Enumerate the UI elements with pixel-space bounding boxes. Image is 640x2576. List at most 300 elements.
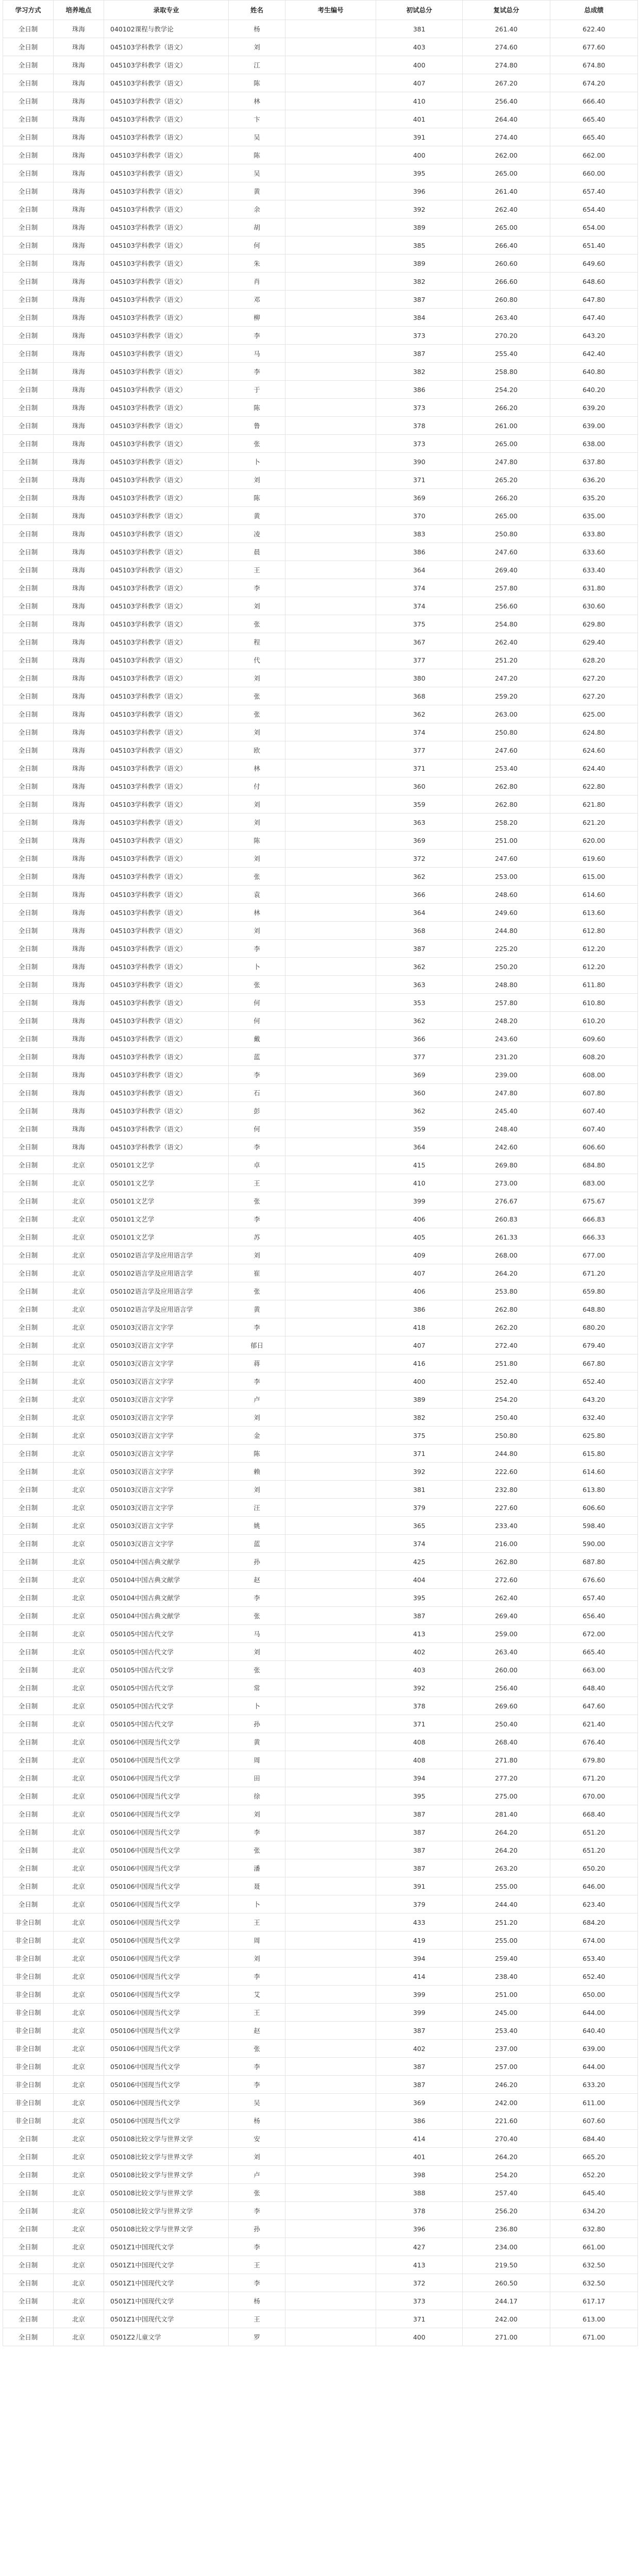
cell-initial-score: 407 (376, 1336, 463, 1354)
cell-retest-score: 233.40 (463, 1517, 550, 1535)
cell-candidate-id (285, 1481, 376, 1499)
cell-total-score: 635.00 (550, 507, 638, 525)
cell-retest-score: 261.00 (463, 417, 550, 435)
cell-location: 北京 (54, 1228, 104, 1246)
cell-major: 050106中国现当代文学 (104, 2094, 229, 2112)
cell-initial-score: 372 (376, 850, 463, 868)
cell-name: 陈 (229, 74, 285, 92)
table-row (3, 976, 638, 994)
cell-retest-score: 250.80 (463, 723, 550, 741)
table-row (3, 633, 638, 651)
cell-major: 045103学科教学（语文） (104, 74, 229, 92)
cell-name: 蒋 (229, 1354, 285, 1372)
cell-major: 050103汉语言文字学 (104, 1535, 229, 1553)
cell-total-score: 610.80 (550, 994, 638, 1012)
cell-initial-score: 382 (376, 363, 463, 381)
cell-total-score: 645.40 (550, 2184, 638, 2202)
cell-major: 045103学科教学（语文） (104, 1030, 229, 1048)
cell-candidate-id (285, 1409, 376, 1427)
cell-name: 王 (229, 2256, 285, 2274)
cell-candidate-id (285, 1336, 376, 1354)
cell-retest-score: 258.20 (463, 814, 550, 832)
cell-retest-score: 266.20 (463, 399, 550, 417)
cell-initial-score: 408 (376, 1733, 463, 1751)
cell-name: 李 (229, 1823, 285, 1841)
table-row (3, 200, 638, 218)
cell-study-mode: 全日制 (3, 471, 54, 489)
cell-name: 聂 (229, 1877, 285, 1895)
cell-retest-score: 231.20 (463, 1048, 550, 1066)
table-row (3, 417, 638, 435)
table-row (3, 2256, 638, 2274)
cell-initial-score: 389 (376, 1391, 463, 1409)
cell-location: 珠海 (54, 363, 104, 381)
cell-retest-score: 237.00 (463, 2040, 550, 2058)
cell-total-score: 629.40 (550, 633, 638, 651)
cell-location: 北京 (54, 1300, 104, 1318)
cell-total-score: 632.40 (550, 1409, 638, 1427)
cell-initial-score: 395 (376, 164, 463, 182)
cell-study-mode: 全日制 (3, 2148, 54, 2166)
cell-candidate-id (285, 471, 376, 489)
cell-total-score: 633.40 (550, 561, 638, 579)
cell-location: 珠海 (54, 110, 104, 128)
cell-name: 李 (229, 1372, 285, 1391)
cell-study-mode: 全日制 (3, 1463, 54, 1481)
cell-candidate-id (285, 1228, 376, 1246)
cell-retest-score: 253.00 (463, 868, 550, 886)
table-row (3, 561, 638, 579)
cell-retest-score: 268.40 (463, 1733, 550, 1751)
cell-retest-score: 247.60 (463, 850, 550, 868)
cell-candidate-id (285, 1318, 376, 1336)
cell-retest-score: 221.60 (463, 2112, 550, 2130)
table-row (3, 1625, 638, 1643)
cell-total-score: 667.80 (550, 1354, 638, 1372)
cell-major: 045103学科教学（语文） (104, 994, 229, 1012)
table-row (3, 236, 638, 255)
cell-retest-score: 216.00 (463, 1535, 550, 1553)
cell-study-mode: 非全日制 (3, 2040, 54, 2058)
cell-location: 北京 (54, 2220, 104, 2238)
cell-location: 北京 (54, 1823, 104, 1841)
cell-candidate-id (285, 1354, 376, 1372)
cell-major: 045103学科教学（语文） (104, 579, 229, 597)
cell-location: 北京 (54, 2256, 104, 2274)
cell-name: 吴 (229, 128, 285, 146)
cell-total-score: 606.60 (550, 1499, 638, 1517)
cell-study-mode: 全日制 (3, 435, 54, 453)
cell-major: 050103汉语言文字学 (104, 1481, 229, 1499)
cell-total-score: 653.40 (550, 1950, 638, 1968)
cell-study-mode: 全日制 (3, 2238, 54, 2256)
table-row (3, 1643, 638, 1661)
cell-retest-score: 249.60 (463, 904, 550, 922)
cell-name: 常 (229, 1679, 285, 1697)
cell-total-score: 652.40 (550, 1372, 638, 1391)
cell-initial-score: 373 (376, 435, 463, 453)
table-row (3, 994, 638, 1012)
cell-location: 珠海 (54, 1120, 104, 1138)
cell-major: 050103汉语言文字学 (104, 1517, 229, 1535)
table-row (3, 832, 638, 850)
table-row (3, 759, 638, 777)
cell-retest-score: 265.20 (463, 471, 550, 489)
cell-retest-score: 269.60 (463, 1697, 550, 1715)
cell-total-score: 607.60 (550, 2112, 638, 2130)
cell-study-mode: 全日制 (3, 543, 54, 561)
cell-major: 050103汉语言文字学 (104, 1427, 229, 1445)
cell-initial-score: 374 (376, 579, 463, 597)
table-row (3, 1264, 638, 1282)
cell-total-score: 633.20 (550, 2076, 638, 2094)
cell-major: 050106中国现当代文学 (104, 1769, 229, 1787)
cell-retest-score: 255.40 (463, 345, 550, 363)
cell-major: 050104中国古典文献学 (104, 1571, 229, 1589)
cell-candidate-id (285, 1950, 376, 1968)
cell-location: 珠海 (54, 489, 104, 507)
cell-candidate-id (285, 1517, 376, 1535)
cell-study-mode: 全日制 (3, 2292, 54, 2310)
cell-candidate-id (285, 543, 376, 561)
cell-name: 卞 (229, 110, 285, 128)
cell-major: 045103学科教学（语文） (104, 832, 229, 850)
cell-name: 吴 (229, 2094, 285, 2112)
cell-study-mode: 全日制 (3, 2166, 54, 2184)
cell-initial-score: 416 (376, 1354, 463, 1372)
cell-total-score: 663.00 (550, 1661, 638, 1679)
cell-name: 赵 (229, 1571, 285, 1589)
cell-location: 北京 (54, 1679, 104, 1697)
cell-initial-score: 368 (376, 687, 463, 705)
cell-name: 刘 (229, 1805, 285, 1823)
cell-retest-score: 260.50 (463, 2274, 550, 2292)
cell-retest-score: 262.40 (463, 633, 550, 651)
cell-retest-score: 250.20 (463, 958, 550, 976)
cell-candidate-id (285, 1715, 376, 1733)
cell-candidate-id (285, 669, 376, 687)
cell-major: 045103学科教学（语文） (104, 687, 229, 705)
cell-total-score: 620.00 (550, 832, 638, 850)
cell-location: 北京 (54, 2076, 104, 2094)
cell-name: 林 (229, 759, 285, 777)
cell-major: 050108比较文学与世界文学 (104, 2220, 229, 2238)
table-row (3, 1859, 638, 1877)
cell-location: 北京 (54, 2238, 104, 2256)
cell-total-score: 613.80 (550, 1481, 638, 1499)
cell-candidate-id (285, 273, 376, 291)
cell-major: 050104中国古典文献学 (104, 1607, 229, 1625)
table-row (3, 1228, 638, 1246)
table-row (3, 2022, 638, 2040)
cell-name: 晨 (229, 543, 285, 561)
cell-total-score: 647.80 (550, 291, 638, 309)
cell-initial-score: 387 (376, 345, 463, 363)
cell-total-score: 684.40 (550, 2130, 638, 2148)
cell-retest-score: 247.60 (463, 543, 550, 561)
table-row (3, 958, 638, 976)
cell-major: 050103汉语言文字学 (104, 1354, 229, 1372)
cell-total-score: 684.20 (550, 1913, 638, 1931)
cell-name: 黄 (229, 1733, 285, 1751)
cell-study-mode: 全日制 (3, 1607, 54, 1625)
cell-name: 卜 (229, 1895, 285, 1913)
table-row (3, 651, 638, 669)
cell-retest-score: 254.80 (463, 615, 550, 633)
cell-location: 北京 (54, 1895, 104, 1913)
cell-initial-score: 391 (376, 128, 463, 146)
col-major: 录取专业 (104, 1, 229, 20)
cell-retest-score: 225.20 (463, 940, 550, 958)
cell-study-mode: 全日制 (3, 291, 54, 309)
cell-total-score: 622.40 (550, 20, 638, 38)
cell-total-score: 677.60 (550, 38, 638, 56)
cell-study-mode: 全日制 (3, 1246, 54, 1264)
cell-major: 045103学科教学（语文） (104, 525, 229, 543)
cell-location: 珠海 (54, 1084, 104, 1102)
cell-location: 北京 (54, 1715, 104, 1733)
cell-total-score: 677.00 (550, 1246, 638, 1264)
table-row (3, 1823, 638, 1841)
cell-name: 李 (229, 1589, 285, 1607)
cell-name: 黄 (229, 1300, 285, 1318)
table-row (3, 2130, 638, 2148)
cell-retest-score: 261.40 (463, 182, 550, 200)
cell-total-score: 650.20 (550, 1859, 638, 1877)
cell-retest-score: 257.40 (463, 2184, 550, 2202)
cell-location: 北京 (54, 1156, 104, 1174)
cell-candidate-id (285, 1913, 376, 1931)
cell-major: 050101文艺学 (104, 1156, 229, 1174)
cell-major: 050106中国现当代文学 (104, 1968, 229, 1986)
cell-candidate-id (285, 363, 376, 381)
cell-name: 黄 (229, 507, 285, 525)
cell-location: 珠海 (54, 723, 104, 741)
cell-major: 045103学科教学（语文） (104, 669, 229, 687)
cell-major: 050106中国现当代文学 (104, 1986, 229, 2004)
cell-initial-score: 398 (376, 2166, 463, 2184)
cell-retest-score: 244.17 (463, 2292, 550, 2310)
cell-major: 050108比较文学与世界文学 (104, 2130, 229, 2148)
cell-total-score: 617.17 (550, 2292, 638, 2310)
cell-retest-score: 260.00 (463, 1661, 550, 1679)
table-row (3, 1769, 638, 1787)
cell-initial-score: 387 (376, 2076, 463, 2094)
cell-study-mode: 全日制 (3, 2220, 54, 2238)
cell-major: 050102语言学及应用语言学 (104, 1300, 229, 1318)
cell-candidate-id (285, 1625, 376, 1643)
cell-total-score: 674.80 (550, 56, 638, 74)
cell-name: 林 (229, 904, 285, 922)
cell-major: 045103学科教学（语文） (104, 507, 229, 525)
table-row (3, 1048, 638, 1066)
cell-major: 050106中国现当代文学 (104, 2004, 229, 2022)
cell-total-score: 654.00 (550, 218, 638, 236)
cell-initial-score: 369 (376, 832, 463, 850)
cell-total-score: 633.60 (550, 543, 638, 561)
cell-total-score: 640.40 (550, 2022, 638, 2040)
cell-study-mode: 全日制 (3, 1895, 54, 1913)
cell-retest-score: 257.00 (463, 2058, 550, 2076)
cell-total-score: 629.80 (550, 615, 638, 633)
cell-study-mode: 全日制 (3, 2310, 54, 2328)
cell-study-mode: 全日制 (3, 489, 54, 507)
cell-location: 北京 (54, 2292, 104, 2310)
table-row (3, 507, 638, 525)
cell-name: 彭 (229, 1102, 285, 1120)
cell-initial-score: 362 (376, 705, 463, 723)
cell-candidate-id (285, 2202, 376, 2220)
cell-total-score: 644.00 (550, 2004, 638, 2022)
cell-study-mode: 全日制 (3, 56, 54, 74)
cell-retest-score: 258.80 (463, 363, 550, 381)
cell-location: 北京 (54, 1931, 104, 1950)
table-row (3, 1336, 638, 1354)
table-row (3, 2202, 638, 2220)
cell-location: 珠海 (54, 597, 104, 615)
cell-initial-score: 360 (376, 777, 463, 795)
table-row (3, 1409, 638, 1427)
cell-study-mode: 全日制 (3, 1066, 54, 1084)
cell-candidate-id (285, 399, 376, 417)
cell-initial-score: 362 (376, 1012, 463, 1030)
cell-initial-score: 386 (376, 543, 463, 561)
cell-total-score: 627.20 (550, 687, 638, 705)
cell-retest-score: 275.00 (463, 1787, 550, 1805)
cell-total-score: 630.60 (550, 597, 638, 615)
cell-major: 045103学科教学（语文） (104, 236, 229, 255)
cell-study-mode: 全日制 (3, 128, 54, 146)
cell-candidate-id (285, 110, 376, 128)
cell-name: 陈 (229, 1445, 285, 1463)
cell-candidate-id (285, 1084, 376, 1102)
cell-total-score: 657.40 (550, 182, 638, 200)
cell-location: 北京 (54, 2112, 104, 2130)
cell-total-score: 637.80 (550, 453, 638, 471)
cell-study-mode: 全日制 (3, 164, 54, 182)
cell-candidate-id (285, 2310, 376, 2328)
cell-retest-score: 267.20 (463, 74, 550, 92)
table-row (3, 886, 638, 904)
cell-study-mode: 全日制 (3, 92, 54, 110)
cell-retest-score: 271.80 (463, 1751, 550, 1769)
table-row (3, 1102, 638, 1120)
col-initial-score: 初试总分 (376, 1, 463, 20)
cell-retest-score: 244.40 (463, 1895, 550, 1913)
cell-major: 045103学科教学（语文） (104, 814, 229, 832)
cell-study-mode: 非全日制 (3, 2022, 54, 2040)
cell-initial-score: 379 (376, 1499, 463, 1517)
table-row (3, 471, 638, 489)
cell-total-score: 684.80 (550, 1156, 638, 1174)
cell-candidate-id (285, 922, 376, 940)
cell-initial-score: 402 (376, 1643, 463, 1661)
cell-retest-score: 265.00 (463, 218, 550, 236)
cell-retest-score: 273.00 (463, 1174, 550, 1192)
cell-study-mode: 全日制 (3, 1661, 54, 1679)
cell-major: 045103学科教学（语文） (104, 146, 229, 164)
cell-name: 张 (229, 705, 285, 723)
cell-retest-score: 265.00 (463, 507, 550, 525)
table-row (3, 1589, 638, 1607)
cell-total-score: 634.20 (550, 2202, 638, 2220)
cell-retest-score: 251.20 (463, 651, 550, 669)
cell-total-score: 643.20 (550, 1391, 638, 1409)
col-total-score: 总成绩 (550, 1, 638, 20)
cell-name: 刘 (229, 597, 285, 615)
cell-total-score: 625.00 (550, 705, 638, 723)
cell-candidate-id (285, 1282, 376, 1300)
cell-retest-score: 254.20 (463, 1391, 550, 1409)
cell-study-mode: 全日制 (3, 236, 54, 255)
cell-name: 林 (229, 92, 285, 110)
cell-name: 李 (229, 1210, 285, 1228)
cell-retest-score: 265.00 (463, 164, 550, 182)
cell-initial-score: 419 (376, 1931, 463, 1950)
cell-name: 张 (229, 435, 285, 453)
cell-retest-score: 257.80 (463, 994, 550, 1012)
table-row (3, 1535, 638, 1553)
cell-total-score: 635.20 (550, 489, 638, 507)
cell-study-mode: 全日制 (3, 615, 54, 633)
cell-total-score: 631.80 (550, 579, 638, 597)
cell-location: 珠海 (54, 1048, 104, 1066)
table-row (3, 2112, 638, 2130)
cell-study-mode: 全日制 (3, 1264, 54, 1282)
cell-candidate-id (285, 2220, 376, 2238)
cell-study-mode: 全日制 (3, 1877, 54, 1895)
cell-initial-score: 364 (376, 561, 463, 579)
table-row (3, 850, 638, 868)
table-row (3, 435, 638, 453)
cell-location: 珠海 (54, 651, 104, 669)
cell-retest-score: 244.80 (463, 922, 550, 940)
cell-total-score: 648.80 (550, 1300, 638, 1318)
cell-study-mode: 全日制 (3, 1553, 54, 1571)
cell-total-score: 608.20 (550, 1048, 638, 1066)
table-row (3, 2274, 638, 2292)
cell-location: 珠海 (54, 850, 104, 868)
cell-candidate-id (285, 1246, 376, 1264)
cell-retest-score: 259.20 (463, 687, 550, 705)
cell-total-score: 679.40 (550, 1336, 638, 1354)
cell-initial-score: 425 (376, 1553, 463, 1571)
cell-initial-score: 413 (376, 2256, 463, 2274)
cell-retest-score: 272.40 (463, 1336, 550, 1354)
cell-total-score: 615.80 (550, 1445, 638, 1463)
cell-candidate-id (285, 345, 376, 363)
cell-candidate-id (285, 453, 376, 471)
cell-location: 北京 (54, 1445, 104, 1463)
cell-total-score: 621.80 (550, 795, 638, 814)
cell-study-mode: 全日制 (3, 1012, 54, 1030)
table-row (3, 705, 638, 723)
cell-initial-score: 407 (376, 1264, 463, 1282)
table-row (3, 1571, 638, 1589)
cell-major: 050105中国古代文学 (104, 1679, 229, 1697)
cell-candidate-id (285, 777, 376, 795)
cell-name: 杨 (229, 20, 285, 38)
cell-name: 刘 (229, 471, 285, 489)
cell-location: 北京 (54, 1751, 104, 1769)
table-row (3, 1463, 638, 1481)
cell-study-mode: 全日制 (3, 2274, 54, 2292)
cell-total-score: 683.00 (550, 1174, 638, 1192)
cell-candidate-id (285, 597, 376, 615)
cell-candidate-id (285, 291, 376, 309)
cell-candidate-id (285, 1643, 376, 1661)
cell-total-score: 615.00 (550, 868, 638, 886)
